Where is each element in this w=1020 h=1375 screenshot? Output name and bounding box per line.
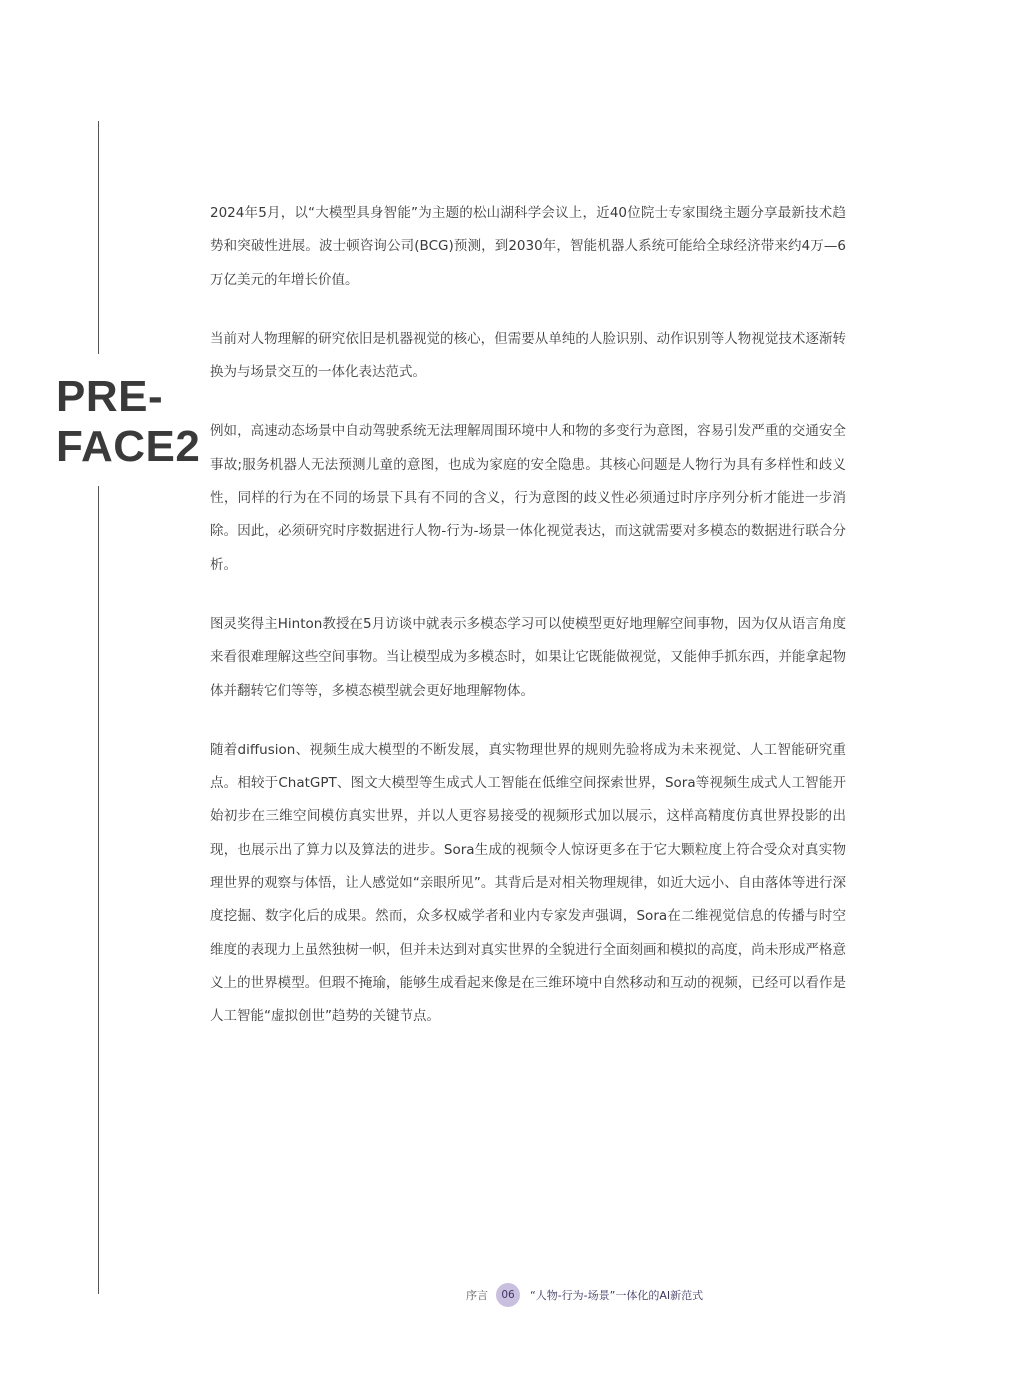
paragraph: 例如，高速动态场景中自动驾驶系统无法理解周围环境中人和物的多变行为意图，容易引发严重的交通安全事故;服务机器人无法预测儿童的意图，也成为家庭的安全隐患。其核心问题是人物行为具有多样性和歧义性，同样的行为在不同的场景下具有不同的含义，行为意图的歧义性必须通过时序序列分析才能进一步消除。因此，必须研究时序数据进行人物-行为-场景一体化视觉表达，而这就需要对多模态的数据进行联合分析。 [210, 423, 846, 573]
section-title-line-1: PRE- [56, 372, 164, 421]
paragraph: 随着diffusion、视频生成大模型的不断发展，真实物理世界的规则先验将成为未来视觉、人工智能研究重点。相较于ChatGPT、图文大模型等生成式人工智能在低维空间探索世界，Sora等视频生成式人工智能开始初步在三维空间模仿真实世界，并以人更容易接受的视频形式加以展示，这样高精度仿真世界投影的出现，也展示出了算力以及算法的进步。Sora生成的视频令人惊讶更多在于它大颗粒度上符合受众对真实物理世界的观察与体悟，让人感觉如“亲眼所见”。其背后是对相关物理规律，如近大远小、自由落体等进行深度挖掘、数字化后的成果。然而，众多权威学者和业内专家发声强调，Sora在二维视觉信息的传播与时空维度的表现力上虽然独树一帜，但并未达到对真实世界的全貌进行全面刻画和模拟的高度，尚未形成严格意义上的世界模型。但瑕不掩瑜，能够生成看起来像是在三维环境中自然移动和互动的视频，已经可以看作是人工智能“虚拟创世”趋势的关键节点。 [210, 741, 846, 1025]
paragraph: 当前对人物理解的研究依旧是机器视觉的核心，但需要从单纯的人脸识别、动作识别等人物视觉技术逐渐转换为与场景交互的一体化表达范式。 [210, 330, 846, 381]
page-number-badge: 06 [496, 1283, 520, 1307]
footer-document-title: “人物-行为-场景”一体化的AI新范式 [530, 1289, 704, 1302]
paragraph: 2024年5月，以“大模型具身智能”为主题的松山湖科学会议上，近40位院士专家围绕主题分享最新技术趋势和突破性进展。波士顿咨询公司(BCG)预测，到2030年，智能机器人系统可能给全球经济带来约4万—6万亿美元的年增长价值。 [210, 205, 846, 288]
paragraph: 图灵奖得主Hinton教授在5月访谈中就表示多模态学习可以使模型更好地理解空间事物，因为仅从语言角度来看很难理解这些空间事物。当让模型成为多模态时，如果让它既能做视觉，又能伸手抓东西，并能拿起物体并翻转它们等等，多模态模型就会更好地理解物体。 [210, 615, 846, 699]
footer-section-label: 序言 [466, 1289, 488, 1302]
section-title [56, 372, 201, 472]
section-title-line-2: FACE2 [56, 422, 201, 471]
body-text [210, 197, 846, 1060]
page-footer [466, 1283, 703, 1307]
vertical-rule-top [98, 121, 99, 354]
vertical-rule-bottom [98, 486, 99, 1294]
